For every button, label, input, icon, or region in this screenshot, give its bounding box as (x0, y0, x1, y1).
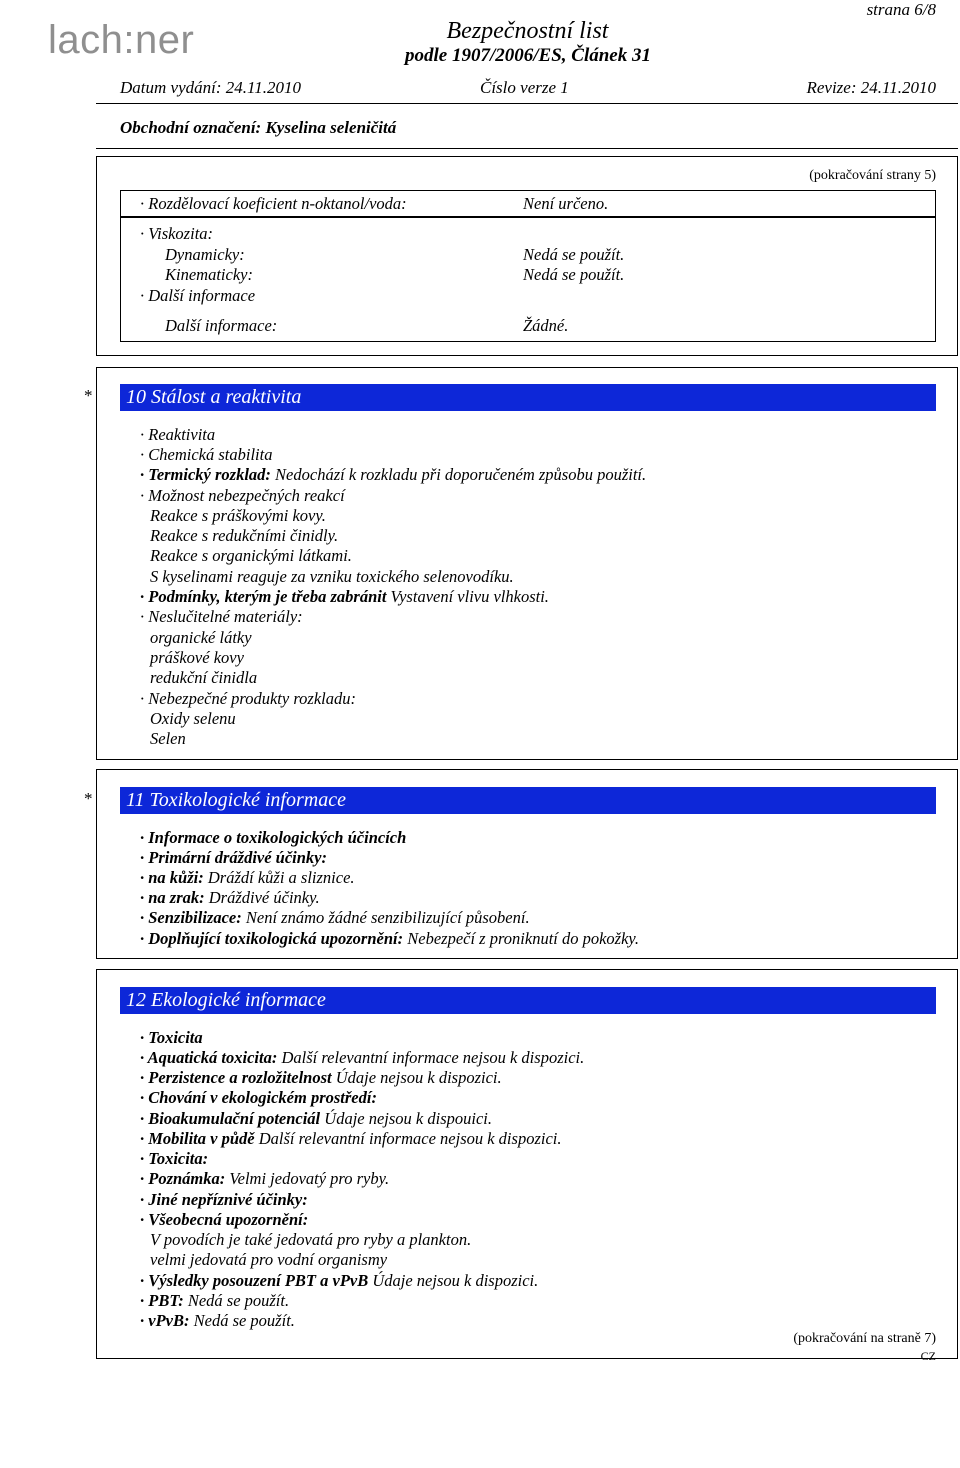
pbt-assessment-row (140, 1271, 538, 1291)
section-12-heading: 12 Ekologické informace (120, 987, 936, 1014)
decomposition-product-item: Oxidy selenu (150, 709, 236, 728)
section-11-heading: 11 Toxikologické informace (120, 787, 936, 814)
vpvb-row (140, 1311, 295, 1331)
soil-mobility-value: Další relevantní informace nejsou k dispozici. (254, 1129, 562, 1148)
partition-coefficient-value: Není určeno. (523, 194, 609, 213)
pbt-assessment-value: Údaje nejsou k dispozici. (368, 1271, 539, 1290)
kinematic-viscosity-value: Nedá se použít. (523, 265, 625, 284)
bioaccumulation-value: Údaje nejsou k dispouici. (320, 1109, 493, 1128)
product-divider (96, 148, 958, 149)
header-divider (96, 103, 958, 104)
reactivity-label: · Reaktivita (140, 425, 216, 444)
version-number: Číslo verze 1 (480, 78, 569, 97)
page-number: strana 6/8 (866, 0, 936, 19)
soil-mobility-label: · Mobilita v půdě (140, 1129, 255, 1148)
soil-mobility-row (140, 1129, 561, 1149)
aquatic-toxicity-row (140, 1048, 584, 1068)
continued-on-note: (pokračování na straně 7) (793, 1331, 936, 1346)
bioaccumulation-label: · Bioakumulační potenciál (140, 1109, 321, 1128)
hazardous-reactions-label: · Možnost nebezpečných reakcí (140, 486, 345, 505)
skin-value: Dráždí kůži a sliznice. (203, 868, 355, 887)
reaction-line: S kyselinami reaguje za vzniku toxického selenovodíku. (150, 567, 514, 586)
toxicological-effects-label: · Informace o toxikologických účincích (140, 828, 407, 847)
incompatible-material-item: práškové kovy (150, 648, 244, 667)
other-information-label: Další informace: (165, 316, 278, 335)
section-11-change-marker: * (84, 789, 93, 808)
document-subtitle: podle 1907/2006/ES, Článek 31 (405, 45, 651, 66)
eyes-value: Dráždivé účinky. (204, 888, 320, 907)
reaction-line: Reakce s redukčními činidly. (150, 526, 339, 545)
persistence-value: Údaje nejsou k dispozici. (331, 1068, 502, 1087)
continued-from-note: (pokračování strany 5) (809, 168, 936, 183)
thermal-decomposition-value: Nedochází k rozkladu při doporučeném způsobu použití. (270, 465, 647, 484)
toxicity-sub-label: · Toxicita: (140, 1149, 209, 1168)
remark-row (140, 1169, 389, 1189)
general-note-item: V povodích je také jedovatá pro ryby a plankton. (150, 1230, 472, 1249)
other-information-value: Žádné. (523, 316, 569, 335)
pbt-value: Nedá se použít. (183, 1291, 290, 1310)
general-note-item: velmi jedovatá pro vodní organismy (150, 1250, 388, 1269)
persistence-row (140, 1068, 502, 1088)
section-10-change-marker: * (84, 386, 93, 405)
persistence-label: · Perzistence a rozložitelnost (140, 1068, 332, 1087)
sensitisation-row (140, 908, 530, 928)
primary-irritant-label: · Primární dráždivé účinky: (140, 848, 328, 867)
section-10-heading: 10 Stálost a reaktivita (120, 384, 936, 411)
document-title: Bezpečnostní list (446, 18, 609, 44)
incompatible-material-item: redukční činidla (150, 668, 258, 687)
general-notes-label: · Všeobecná upozornění: (140, 1210, 309, 1229)
additional-toxicology-row (140, 929, 639, 949)
conditions-to-avoid-row (140, 587, 549, 607)
dynamic-viscosity-value: Nedá se použít. (523, 245, 625, 264)
reaction-line: Reakce s organickými látkami. (150, 546, 352, 565)
eyes-row (140, 888, 320, 908)
conditions-to-avoid-label: · Podmínky, kterým je třeba zabránit (140, 587, 387, 606)
chemical-stability-label: · Chemická stabilita (140, 445, 273, 464)
other-information-heading: · Další informace (140, 286, 256, 305)
remark-label: · Poznámka: (140, 1169, 226, 1188)
decomposition-products-label: · Nebezpečné produkty rozkladu: (140, 689, 356, 708)
company-logo: lach:ner (48, 18, 195, 62)
sensitisation-label: · Senzibilizace: (140, 908, 242, 927)
reaction-line: Reakce s práškovými kovy. (150, 506, 326, 525)
eyes-label: · na zrak: (140, 888, 205, 907)
other-adverse-effects-label: · Jiné nepříznivé účinky: (140, 1190, 308, 1209)
pbt-label: · PBT: (140, 1291, 184, 1310)
language-code: CZ (920, 1349, 936, 1363)
skin-row (140, 868, 355, 888)
dynamic-viscosity-label: Dynamicky: (165, 245, 245, 264)
pbt-row (140, 1291, 289, 1311)
sensitisation-value: Není známo žádné senzibilizující působení. (241, 908, 530, 927)
incompatible-material-item: organické látky (150, 628, 252, 647)
decomposition-product-item: Selen (150, 729, 186, 748)
aquatic-toxicity-label: · Aquatická toxicita: (140, 1048, 278, 1067)
aquatic-toxicity-value: Další relevantní informace nejsou k dispozici. (277, 1048, 585, 1067)
additional-toxicology-value: Nebezpečí z proniknutí do pokožky. (403, 929, 639, 948)
partition-coefficient-label: · Rozdělovací koeficient n-oktanol/voda: (140, 194, 407, 213)
incompatible-materials-label: · Neslučitelné materiály: (140, 607, 303, 626)
vpvb-label: · vPvB: (140, 1311, 190, 1330)
remark-value: Velmi jedovatý pro ryby. (225, 1169, 390, 1188)
kinematic-viscosity-label: Kinematicky: (165, 265, 253, 284)
vpvb-value: Nedá se použít. (189, 1311, 295, 1330)
environmental-behaviour-label: · Chování v ekologickém prostředí: (140, 1088, 377, 1107)
viscosity-label: · Viskozita: (140, 224, 214, 243)
conditions-to-avoid-value: Vystavení vlivu vlhkosti. (386, 587, 549, 606)
issue-date: Datum vydání: 24.11.2010 (120, 78, 301, 97)
product-name: Obchodní označení: Kyselina seleničitá (120, 118, 397, 137)
thermal-decomposition-row (140, 465, 646, 485)
bioaccumulation-row (140, 1109, 492, 1129)
toxicity-label: · Toxicita (140, 1028, 203, 1047)
skin-label: · na kůži: (140, 868, 204, 887)
pbt-assessment-label: · Výsledky posouzení PBT a vPvB (140, 1271, 369, 1290)
revision-date: Revize: 24.11.2010 (806, 78, 936, 97)
additional-toxicology-label: · Doplňující toxikologická upozornění: (140, 929, 404, 948)
thermal-decomposition-label: · Termický rozklad: (140, 465, 271, 484)
